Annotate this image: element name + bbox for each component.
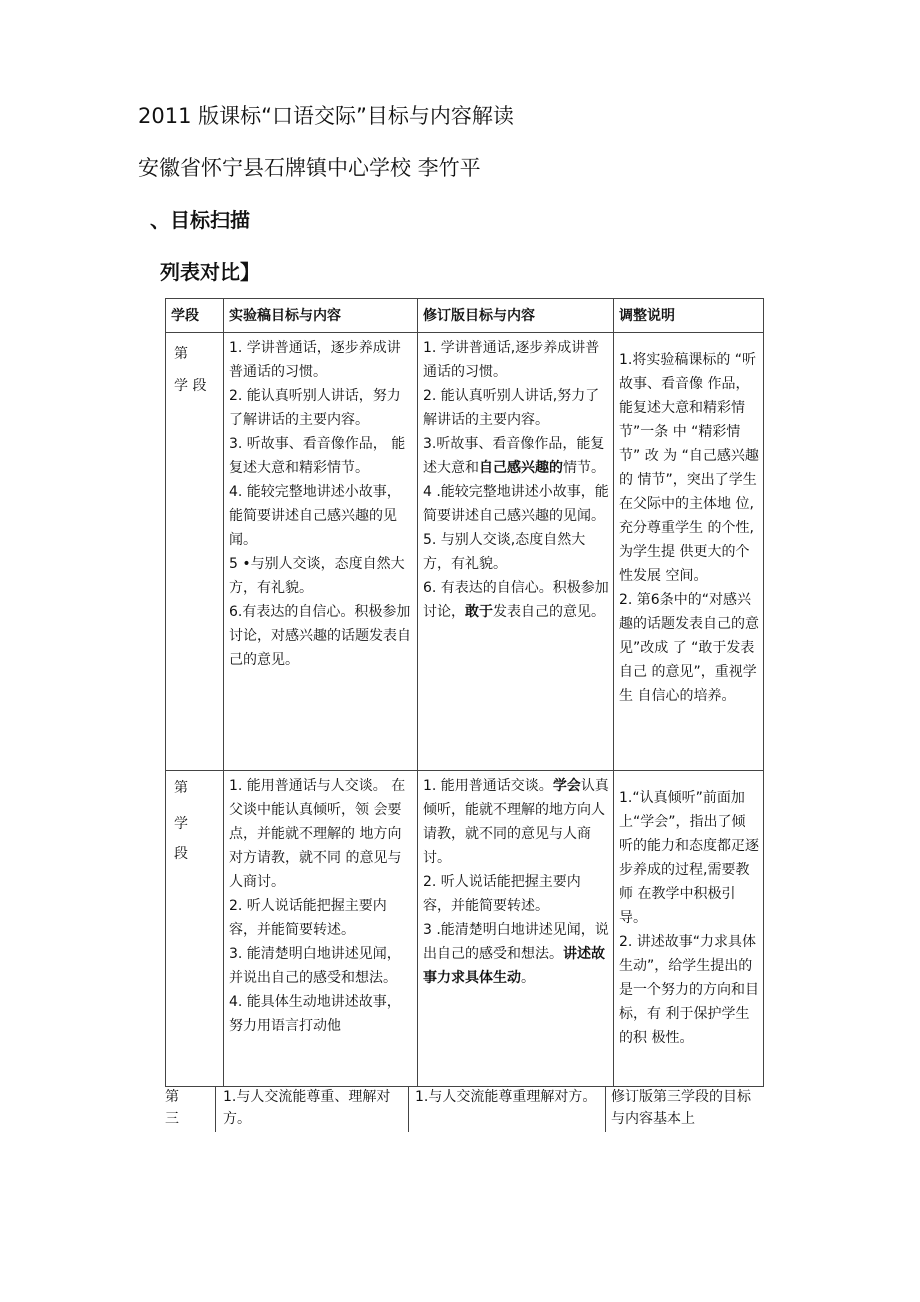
- note-item: 2. 第6条中的“对感兴趣的话题发表自己的意见”改成 了 “敢于发表自己 的意见”，重视学生 自信心的培养。: [619, 592, 759, 704]
- list-item: 1. 学讲普通话，逐步养成讲普通话的习惯。: [229, 340, 401, 380]
- note-item: 1.将实验稿课标的 “听故事、看音像 作品，能复述大意和精彩情节”一条 中 “精彩情节” 改 为 “自己感兴趣的 情节”，突出了学生 在父际中的主体地 位,充分尊重学生 的个性,为学生提 供更大的个性发展 空间。: [619, 352, 759, 584]
- stage-cell: [165, 1086, 205, 1130]
- document-title: 2011 版课标“口语交际”目标与内容解读: [138, 104, 514, 128]
- notes-cell: 修订版第三学段的目标与内容基本上: [611, 1089, 751, 1127]
- list-item: 6.有表达的自信心。积极参加讨论，对感兴趣的话题发表自己的意见。: [229, 604, 411, 668]
- header-notes: 调整说明: [614, 299, 764, 333]
- stage-cell: [166, 771, 224, 1087]
- text-run: 发表自己的意见。: [493, 604, 605, 620]
- revised-cell: [418, 333, 614, 771]
- table-row: [166, 333, 764, 771]
- stage-label: 第: [174, 780, 188, 796]
- highlight-text: 讲述故事力求具体生动: [423, 946, 605, 986]
- text-run: 3 .能清楚明白地讲述见闻，说出自己的感受和想法。: [423, 922, 609, 962]
- header-revised: 修订版目标与内容: [418, 299, 614, 333]
- header-stage: 学段: [166, 299, 224, 333]
- subsection-heading: 列表对比】: [160, 260, 260, 284]
- header-experimental: 实验稿目标与内容: [224, 299, 418, 333]
- stage-label: 第: [174, 346, 188, 362]
- list-item: 4. 能具体生动地讲述故事，努力用语言打动他: [229, 994, 401, 1034]
- stage-label: 学 段: [174, 378, 207, 394]
- section-heading: 、目标扫描: [150, 208, 250, 232]
- comparison-table: [165, 298, 764, 1087]
- text-run: 3.听故事、看音像作品，能复述大意和: [423, 436, 605, 476]
- author-line: 安徽省怀宁县石牌镇中心学校 李竹平: [138, 156, 481, 180]
- list-item: [423, 432, 609, 480]
- list-item: [423, 918, 609, 990]
- list-item: 1. 能用普通话与人交谈。 在父谈中能认真倾听，领 会要点，并能就不理解的 地方向对方请教，就不同 的意见与人商讨。: [229, 778, 406, 890]
- stage-cell: [166, 333, 224, 771]
- list-item: [423, 774, 609, 870]
- text-run: 1. 能用普通话交谈。: [423, 778, 553, 794]
- stage-label: 段: [174, 846, 188, 862]
- revised-cell: [418, 771, 614, 1087]
- list-item: 4. 能较完整地讲述小故事，能简要讲述自己感兴趣的见闻。: [229, 484, 401, 548]
- revised-cell: 1.与人交流能尊重理解对方。: [415, 1089, 597, 1105]
- list-item: 2. 听人说话能把握主要内容，并能简要转述。: [229, 898, 387, 938]
- text-run: 6. 有表达的自信心。积极参加讨论，: [423, 580, 609, 620]
- highlight-text: 敢于: [465, 604, 493, 620]
- notes-cell: [614, 771, 764, 1087]
- text-run: 认真倾听，能就不理解的地方向人请教，就不同的意见与人商讨。: [423, 778, 609, 866]
- notes-cell: [614, 333, 764, 771]
- text-run: 情节。: [563, 460, 605, 476]
- highlight-text: 自己感兴趣的: [479, 460, 563, 476]
- column-divider: [605, 1086, 606, 1132]
- column-divider: [215, 1086, 216, 1132]
- stage-label: 第: [165, 1089, 179, 1105]
- list-item: 2. 听人说话能把握主要内 容，并能简要转述。: [423, 874, 581, 914]
- note-item: 2. 讲述故事“力求具体生动”，给学生提出的是一个努力的方向和目标，有 利于保护学生的积 极性。: [619, 934, 759, 1046]
- highlight-text: 学会: [552, 778, 581, 794]
- list-item: 5. 与别人交谈,态度自然大方，有礼貌。: [423, 532, 586, 572]
- list-item: 1. 学讲普通话,逐步养成讲普通话的习惯。: [423, 340, 600, 380]
- stage-label: 三: [165, 1111, 179, 1127]
- table-row: [166, 771, 764, 1087]
- experimental-cell: [224, 333, 418, 771]
- list-item: 2. 能认真听别人讲话，努力了解讲话的主要内容。: [229, 388, 401, 428]
- text-run: 。: [521, 970, 535, 986]
- list-item: 2. 能认真听别人讲话,努力了解讲话的主要内容。: [423, 388, 600, 428]
- list-item: 5 •与别人交谈，态度自然大方，有礼貌。: [229, 556, 405, 596]
- experimental-cell: [224, 771, 418, 1087]
- experimental-cell: 1.与人交流能尊重、理解对方。: [223, 1089, 391, 1127]
- list-item: 3. 听故事、看音像作品， 能复述大意和精彩情节。: [229, 436, 406, 476]
- list-item: [423, 576, 609, 624]
- stage-label: 学: [174, 816, 188, 832]
- list-item: 4 .能较完整地讲述小故事，能简要讲述自己感兴趣的见闻。: [423, 484, 609, 524]
- list-item: 3. 能清楚明白地讲述见闻，并说出自己的感受和想法。: [229, 946, 401, 986]
- note-item: 1.“认真倾听”前面加上“学会”，指出了倾听的能力和态度都疋逐步养成的过程,需要教师 在教学中积极引 导。: [619, 790, 759, 926]
- table-header-row: [166, 299, 764, 333]
